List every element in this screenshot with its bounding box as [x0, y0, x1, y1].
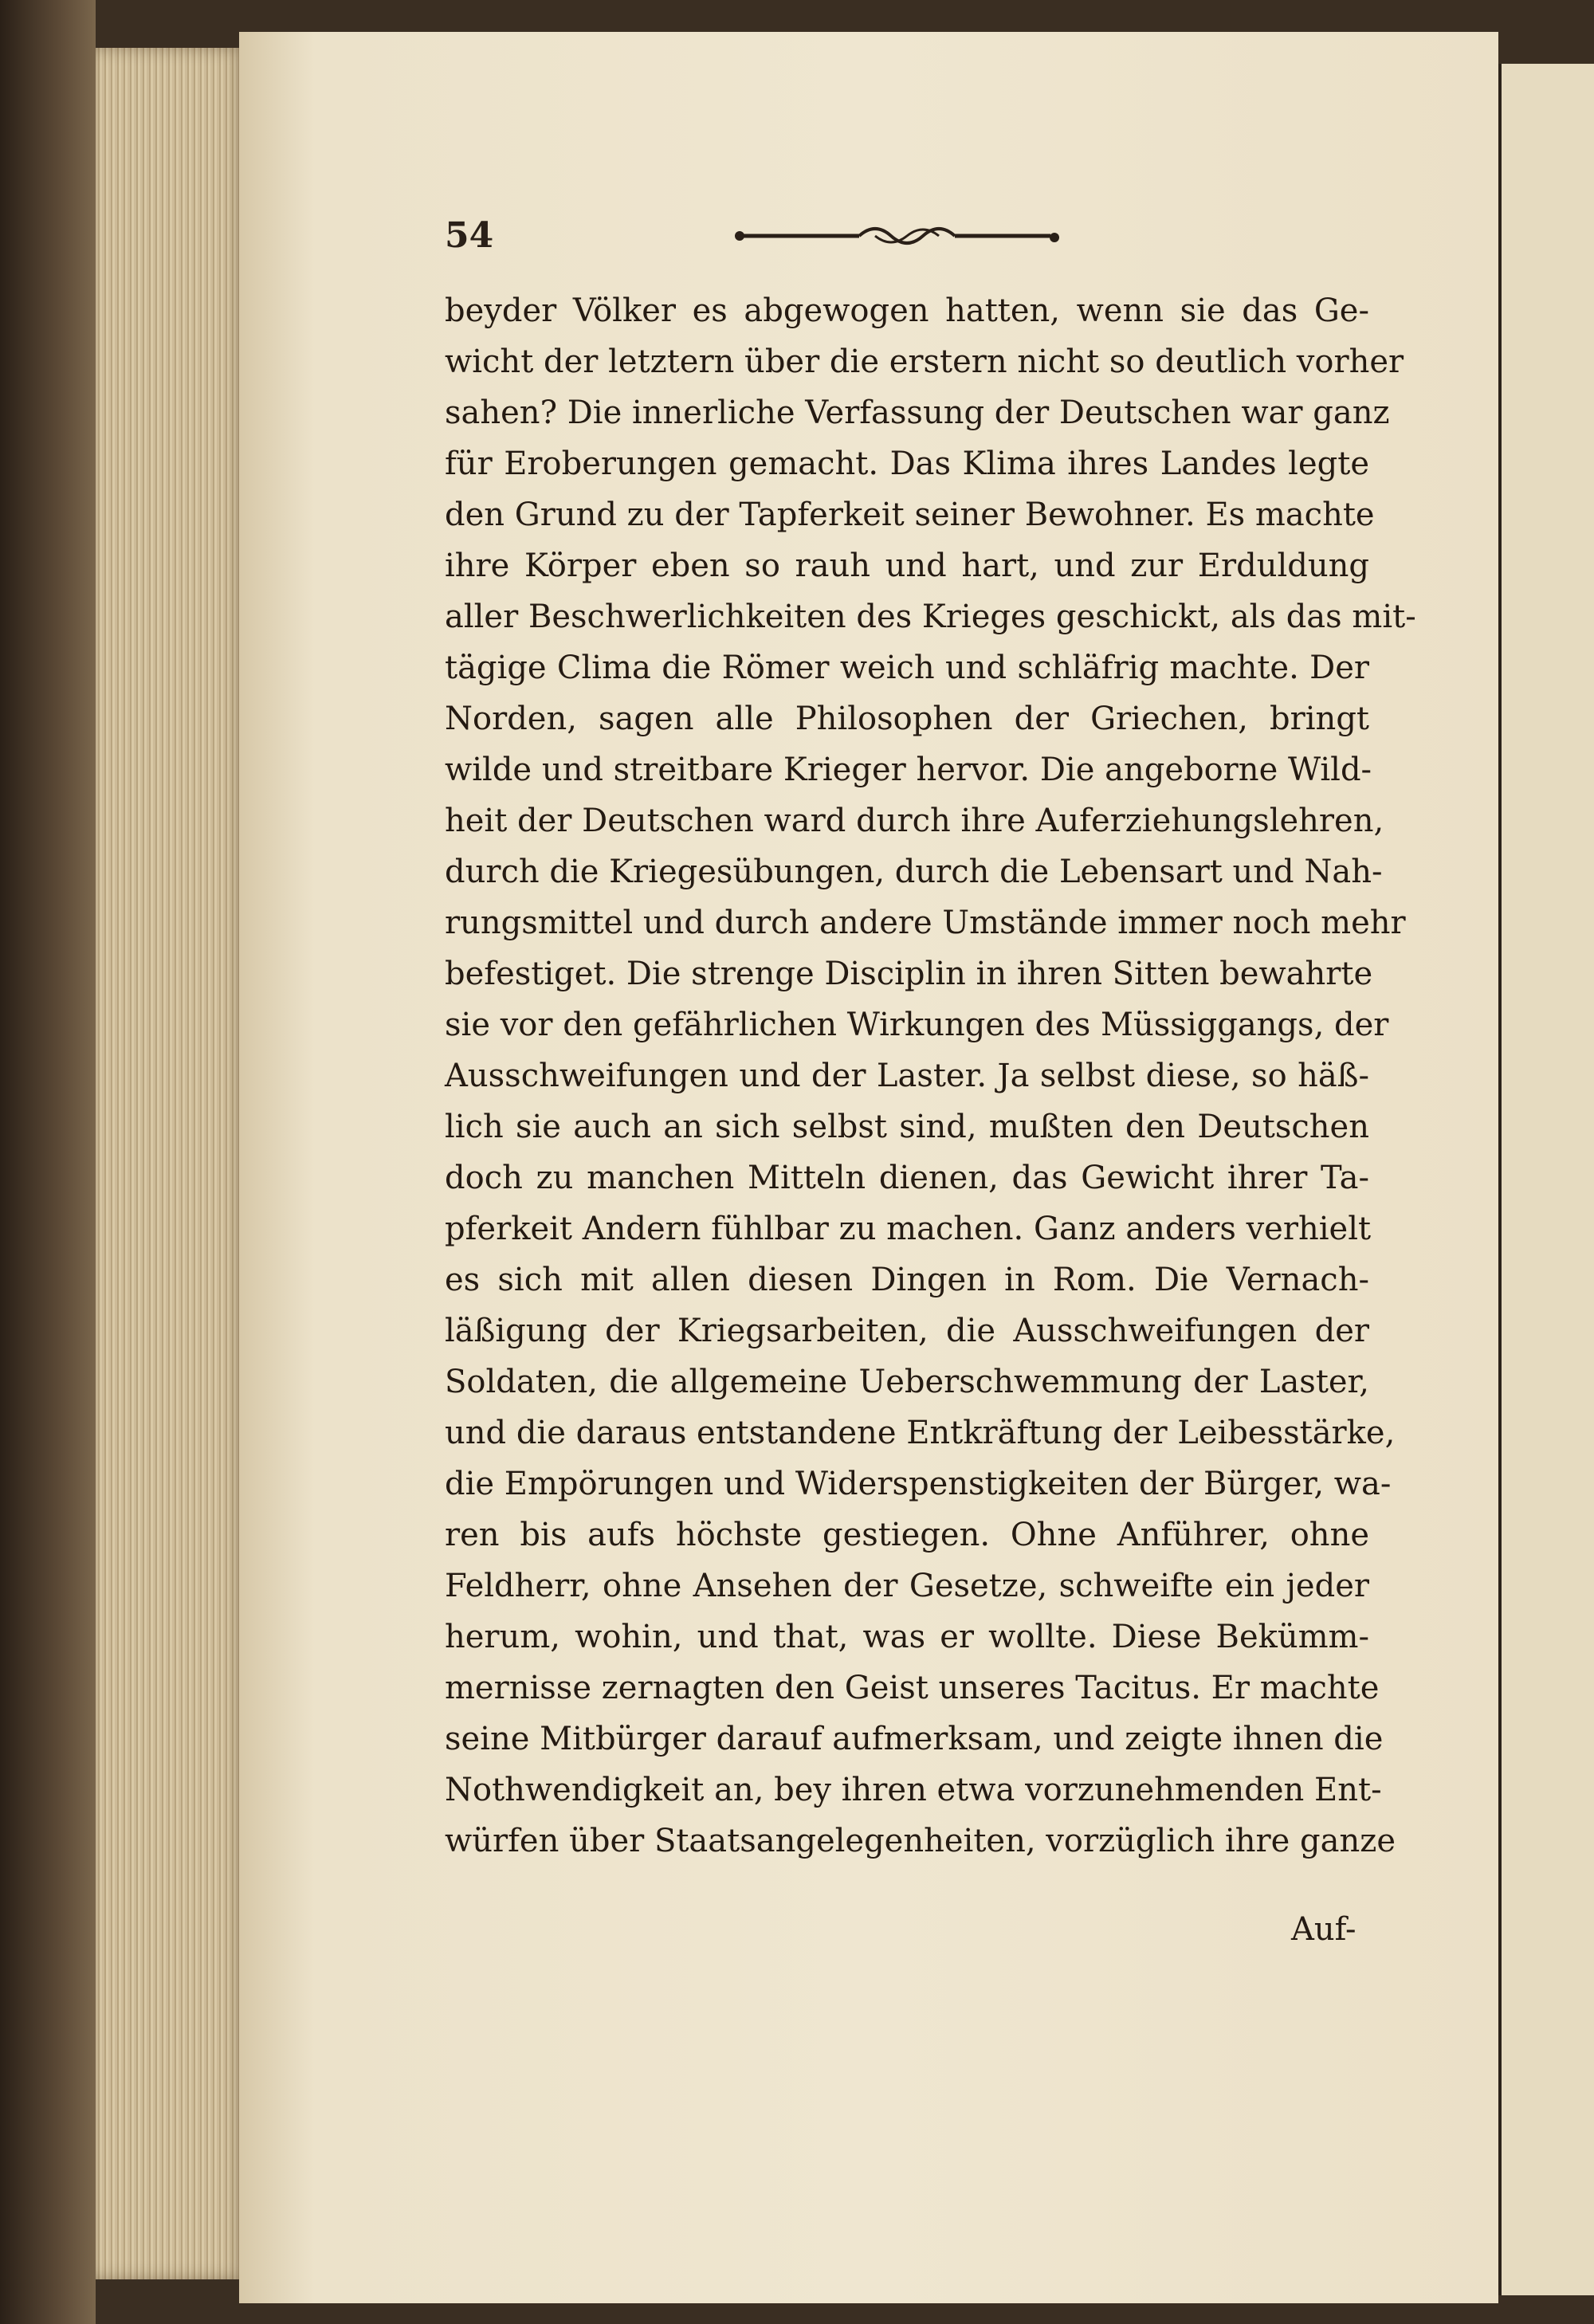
text-line: sie vor den gefährlichen Wirkungen des Müssiggangs, der — [445, 1007, 1389, 1043]
text-line: die Empörungen und Widerspenstigkeiten der Bürger, wa- — [445, 1466, 1392, 1502]
text-line: läßigung der Kriegsarbeiten, die Ausschweifungen der — [445, 1313, 1369, 1349]
text-line: Nothwendigkeit an, bey ihren etwa vorzunehmenden Ent- — [445, 1772, 1382, 1808]
text-line: für Eroberungen gemacht. Das Klima ihres Landes legte — [445, 446, 1369, 482]
text-line: sahen? Die innerliche Verfassung der Deutschen war ganz — [445, 395, 1390, 431]
text-line: ren bis aufs höchste gestiegen. Ohne Anführer, ohne — [445, 1517, 1369, 1553]
page-edges — [96, 48, 247, 2279]
page-number: 54 — [445, 215, 494, 256]
text-line: Ausschweifungen und der Laster. Ja selbst diese, so häß- — [445, 1058, 1369, 1094]
text-line: Soldaten, die allgemeine Ueberschwemmung der Laster, — [445, 1364, 1369, 1400]
page-header — [445, 215, 1385, 263]
text-line: doch zu manchen Mitteln dienen, das Gewicht ihrer Ta- — [445, 1160, 1369, 1196]
text-line: durch die Kriegesübungen, durch die Lebensart und Nah- — [445, 854, 1383, 890]
text-line: befestiget. Die strenge Disciplin in ihren Sitten bewahrte — [445, 956, 1373, 992]
facing-page-edge — [1498, 64, 1594, 2295]
text-line: heit der Deutschen ward durch ihre Auferziehungslehren, — [445, 803, 1384, 839]
text-line: aller Beschwerlichkeiten des Krieges geschickt, als das mit- — [445, 599, 1416, 635]
text-line: und die daraus entstandene Entkräftung der Leibesstärke, — [445, 1415, 1396, 1451]
text-line: seine Mitbürger darauf aufmerksam, und zeigte ihnen die — [445, 1721, 1384, 1757]
text-line: es sich mit allen diesen Dingen in Rom. Die Vernach- — [445, 1262, 1369, 1298]
text-line: tägige Clima die Römer weich und schläfrig machte. Der — [445, 650, 1369, 686]
text-line: herum, wohin, und that, was er wollte. Diese Bekümm- — [445, 1619, 1369, 1655]
text-line: würfen über Staatsangelegenheiten, vorzüglich ihre ganze — [445, 1823, 1396, 1859]
text-line: rungsmittel und durch andere Umstände immer noch mehr — [445, 905, 1406, 941]
catchword: Auf- — [1291, 1911, 1356, 1948]
text-line: den Grund zu der Tapferkeit seiner Bewohner. Es machte — [445, 497, 1375, 533]
text-line: beyder Völker es abgewogen hatten, wenn sie das Ge- — [445, 292, 1369, 329]
text-line: wilde und streitbare Krieger hervor. Die angeborne Wild- — [445, 752, 1372, 788]
body-text — [445, 285, 1416, 1867]
text-line: pferkeit Andern fühlbar zu machen. Ganz anders verhielt — [445, 1211, 1372, 1247]
book-spine — [0, 0, 96, 2324]
ornament-divider-icon — [732, 220, 1066, 252]
text-line: wicht der letztern über die erstern nicht so deutlich vorher — [445, 343, 1404, 380]
text-line: Norden, sagen alle Philosophen der Griechen, bringt — [445, 701, 1369, 737]
text-line: lich sie auch an sich selbst sind, mußten den Deutschen — [445, 1109, 1369, 1145]
text-line: ihre Körper eben so rauh und hart, und zur Erduldung — [445, 548, 1369, 584]
text-line: Feldherr, ohne Ansehen der Gesetze, schweifte ein jeder — [445, 1568, 1369, 1604]
text-line: mernisse zernagten den Geist unseres Tacitus. Er machte — [445, 1670, 1380, 1706]
